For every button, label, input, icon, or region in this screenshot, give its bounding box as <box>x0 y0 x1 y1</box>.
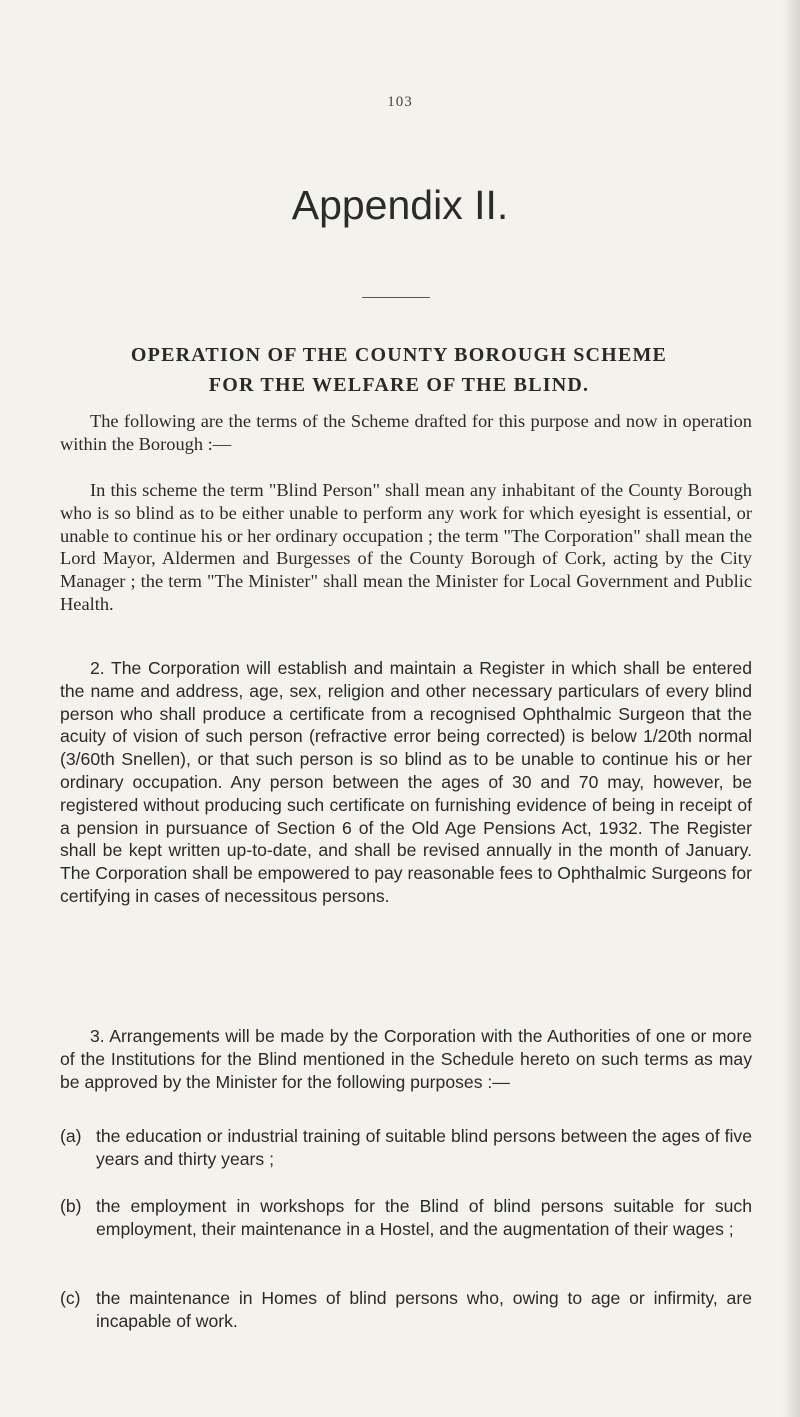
list-item-b <box>60 1195 752 1241</box>
list-item-text: the employment in workshops for the Blind of blind persons suitable for such employment, their maintenance in a Hostel, and the augmentation of their wages ; <box>96 1196 752 1239</box>
list-item-label: (c) <box>60 1288 81 1308</box>
arrangements-paragraph: 3. Arrangements will be made by the Corporation with the Authorities of one or more of the Institutions for the Blind mentioned in the Schedule hereto on such terms as may be approved by the Minister for the following purposes :— <box>60 1026 752 1092</box>
list-item-a <box>60 1125 752 1171</box>
intro-paragraph: The following are the terms of the Scheme drafted for this purpose and now in operation within the Borough :— <box>60 411 752 454</box>
heading-line-1: OPERATION OF THE COUNTY BOROUGH SCHEME <box>130 344 668 366</box>
appendix-title: Appendix II. <box>291 182 509 228</box>
list-item-text: the maintenance in Homes of blind persons who, owing to age or infirmity, are incapable of work. <box>96 1288 752 1331</box>
list-item-text: the education or industrial training of suitable blind persons between the ages of five years and thirty years ; <box>96 1126 752 1169</box>
list-item-label: (a) <box>60 1126 82 1146</box>
list-item-label: (b) <box>60 1196 82 1216</box>
register-paragraph: 2. The Corporation will establish and maintain a Register in which shall be entered the name and address, age, sex, religion and other necessary particulars of every blind person who shall produce a certificate from a recognised Ophthalmic Surgeon that the acuity of vision of such person (refractive error being corrected) is below 1/20th normal (3/60th Snellen), or that such person is so blind as to be unable to continue his or her ordinary occupation. Any person between the ages of 30 and 70 may, however, be registered without producing such certificate on furnishing evidence of being in receipt of a pension in pursuance of Section 6 of the Old Age Pensions Act, 1932. The Register shall be kept written up-to-date, and shall be revised annually in the month of January. The Corporation shall be empowered to pay reasonable fees to Ophthalmic Surgeons for certifying in cases of necessitous persons. <box>60 658 752 906</box>
divider-rule <box>362 297 430 298</box>
list-item-c <box>60 1287 752 1333</box>
definitions-paragraph: In this scheme the term "Blind Person" shall mean any inhabitant of the County Borough who is so blind as to be either unable to perform any work for which eyesight is essential, or unable to continue his or her ordinary occupation ; the term "The Corporation" shall mean the Lord Mayor, Aldermen and Burgesses of the County Borough of Cork, acting by the City Manager ; the term "The Minister" shall mean the Minister for Local Government and Public Health. <box>60 480 752 614</box>
heading-line-2: FOR THE WELFARE OF THE BLIND. <box>208 374 590 396</box>
section-heading <box>40 340 758 400</box>
page-number: 103 <box>387 94 413 110</box>
